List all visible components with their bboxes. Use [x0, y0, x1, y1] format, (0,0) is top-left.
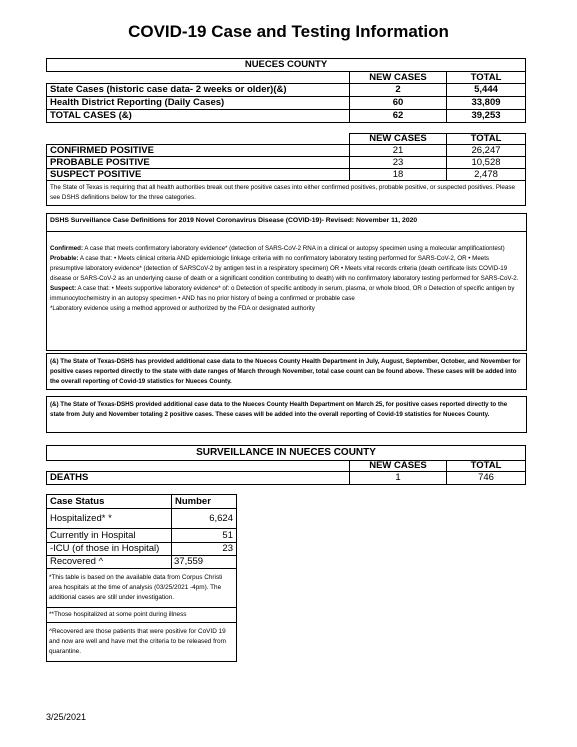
status-note-3: ^Recovered are those patients that were positive for CoVID 19 and now are well and have met the criteria to be released from quarantine.	[47, 623, 237, 662]
table-row	[47, 509, 237, 529]
deaths-label: DEATHS	[47, 472, 350, 485]
row-new: 23	[350, 157, 447, 169]
county-heading: NUECES COUNTY	[47, 59, 526, 72]
surveillance-table	[46, 445, 526, 485]
col-case-status: Case Status	[47, 495, 172, 509]
row-new: 2	[350, 84, 447, 97]
probable-text: A case that: • Meets clinical criteria AND epidemiologic linkage criteria with no confirmatory laboratory testing performed for SARS-CoV-2, OR • Meets presumptive laboratory evidence* (detection of SARSCoV-2 by antigen test in a respiratory specimen) OR • Meets vital records criteria (death certificate lists COVID-19 disease or SARS-CoV-2 as an underlying cause of death or a significant condition contributing to death) with no confirmatory laboratory testing performed for SARS-CoV-2.	[50, 254, 519, 282]
deaths-total: 746	[447, 472, 526, 485]
table-row	[47, 169, 526, 181]
status-value: 23	[172, 543, 237, 556]
confirmed-text: A case that meets confirmatory laboratory evidence* (detection of SARS-CoV-2 RNA in a clinical or autopsy specimen using a molecular amplificationtest)	[83, 245, 505, 252]
definitions-footnote: *Laboratory evidence using a method approved or authorized by the FDA or designated authority	[50, 304, 315, 312]
notice-box-1	[46, 353, 527, 390]
probable-label: Probable:	[50, 254, 79, 262]
table-row	[47, 157, 526, 169]
status-value: 51	[172, 529, 237, 543]
row-total: 10,528	[447, 157, 526, 169]
status-label: -ICU (of those in Hospital)	[47, 543, 172, 556]
confirmed-label: Confirmed:	[50, 245, 83, 252]
row-new: 21	[350, 145, 447, 157]
row-label: State Cases (historic case data- 2 weeks or older)(&)	[47, 84, 350, 97]
table-row	[47, 556, 237, 569]
notice-box-2	[46, 396, 527, 433]
col-total: TOTAL	[447, 134, 526, 145]
page-title: COVID-19 Case and Testing Information	[128, 22, 449, 41]
col-new-cases: NEW CASES	[350, 461, 447, 472]
county-cases-table	[46, 58, 526, 123]
table-row	[47, 110, 526, 123]
status-label: Currently in Hospital	[47, 529, 172, 543]
table-row	[47, 145, 526, 157]
table-row	[47, 543, 237, 556]
row-label: Health District Reporting (Daily Cases)	[47, 97, 350, 110]
case-status-table	[46, 494, 237, 662]
category-table	[46, 133, 526, 206]
row-total: 5,444	[447, 84, 526, 97]
col-new-cases: NEW CASES	[350, 134, 447, 145]
status-label: Recovered ^	[47, 556, 172, 569]
status-note-2: **Those hospitalized at some point during illness	[47, 608, 237, 623]
row-label: CONFIRMED POSITIVE	[47, 145, 350, 157]
notice-1-text: (&) The State of Texas-DSHS has provided additional case data to the Nueces County Health Department in July, August, September, October, and November for positive cases reported directly to the state with date ranges of March through November, total case count can be found above. These cases will be added into the overall reporting of Covid-19 statistics for Nueces County.	[50, 358, 521, 385]
deaths-new: 1	[350, 472, 447, 485]
col-number: Number	[172, 495, 237, 509]
row-label: SUSPECT POSITIVE	[47, 169, 350, 181]
surveillance-heading: SURVEILLANCE IN NUECES COUNTY	[47, 446, 526, 461]
suspect-text: A case that: • Meets supportive laboratory evidence* of: o Detection of specific antibody in serum, plasma, or whole blood, OR o Detection of specific antigen by immunocytochemistry in an autopsy specimen • AND has no prior history of being a confirmed or probable case	[50, 284, 515, 302]
status-note-1: *This table is based on the available data from Corpus Christi area hospitals at the time of analysis (03/25/2021 -4pm). The additional cases are still under investigation.	[47, 569, 237, 608]
report-date: 3/25/2021	[46, 712, 87, 722]
category-note: The State of Texas is requiring that all health authorities break out there positive cases into either confirmed positives, probable positive, or suspected positives. Please see DSHS definitions below for the three categories.	[47, 181, 526, 206]
status-label: Hospitalized* *	[47, 509, 172, 529]
definitions-heading: DSHS Surveillance Case Definitions for 2019 Novel Coronavirus Disease (COVID-19)- Revised: November 11, 2020	[47, 214, 526, 232]
table-row	[47, 529, 237, 543]
suspect-label: Suspect:	[50, 284, 77, 292]
row-label: TOTAL CASES (&)	[47, 110, 350, 123]
row-total: 26,247	[447, 145, 526, 157]
row-new: 18	[350, 169, 447, 181]
row-new: 62	[350, 110, 447, 123]
col-total: TOTAL	[447, 461, 526, 472]
row-label: PROBABLE POSITIVE	[47, 157, 350, 169]
col-new-cases: NEW CASES	[350, 72, 447, 84]
status-value: 37,559	[172, 556, 237, 569]
row-total: 2,478	[447, 169, 526, 181]
table-row	[47, 84, 526, 97]
notice-2-text: (&) The State of Texas-DSHS provided additional case data to the Nueces County Health Department on March 25, for positive cases reported directly to the state from July and November totaling 2 positive cases. These cases will be added into the overall reporting of Covid-19 statistics for Nueces County.	[50, 401, 508, 418]
definitions-body	[47, 232, 526, 313]
col-total: TOTAL	[447, 72, 526, 84]
table-row	[47, 97, 526, 110]
row-new: 60	[350, 97, 447, 110]
table-row	[47, 472, 526, 485]
definitions-box	[46, 213, 527, 351]
row-total: 33,809	[447, 97, 526, 110]
status-value: 6,624	[172, 509, 237, 529]
row-total: 39,253	[447, 110, 526, 123]
